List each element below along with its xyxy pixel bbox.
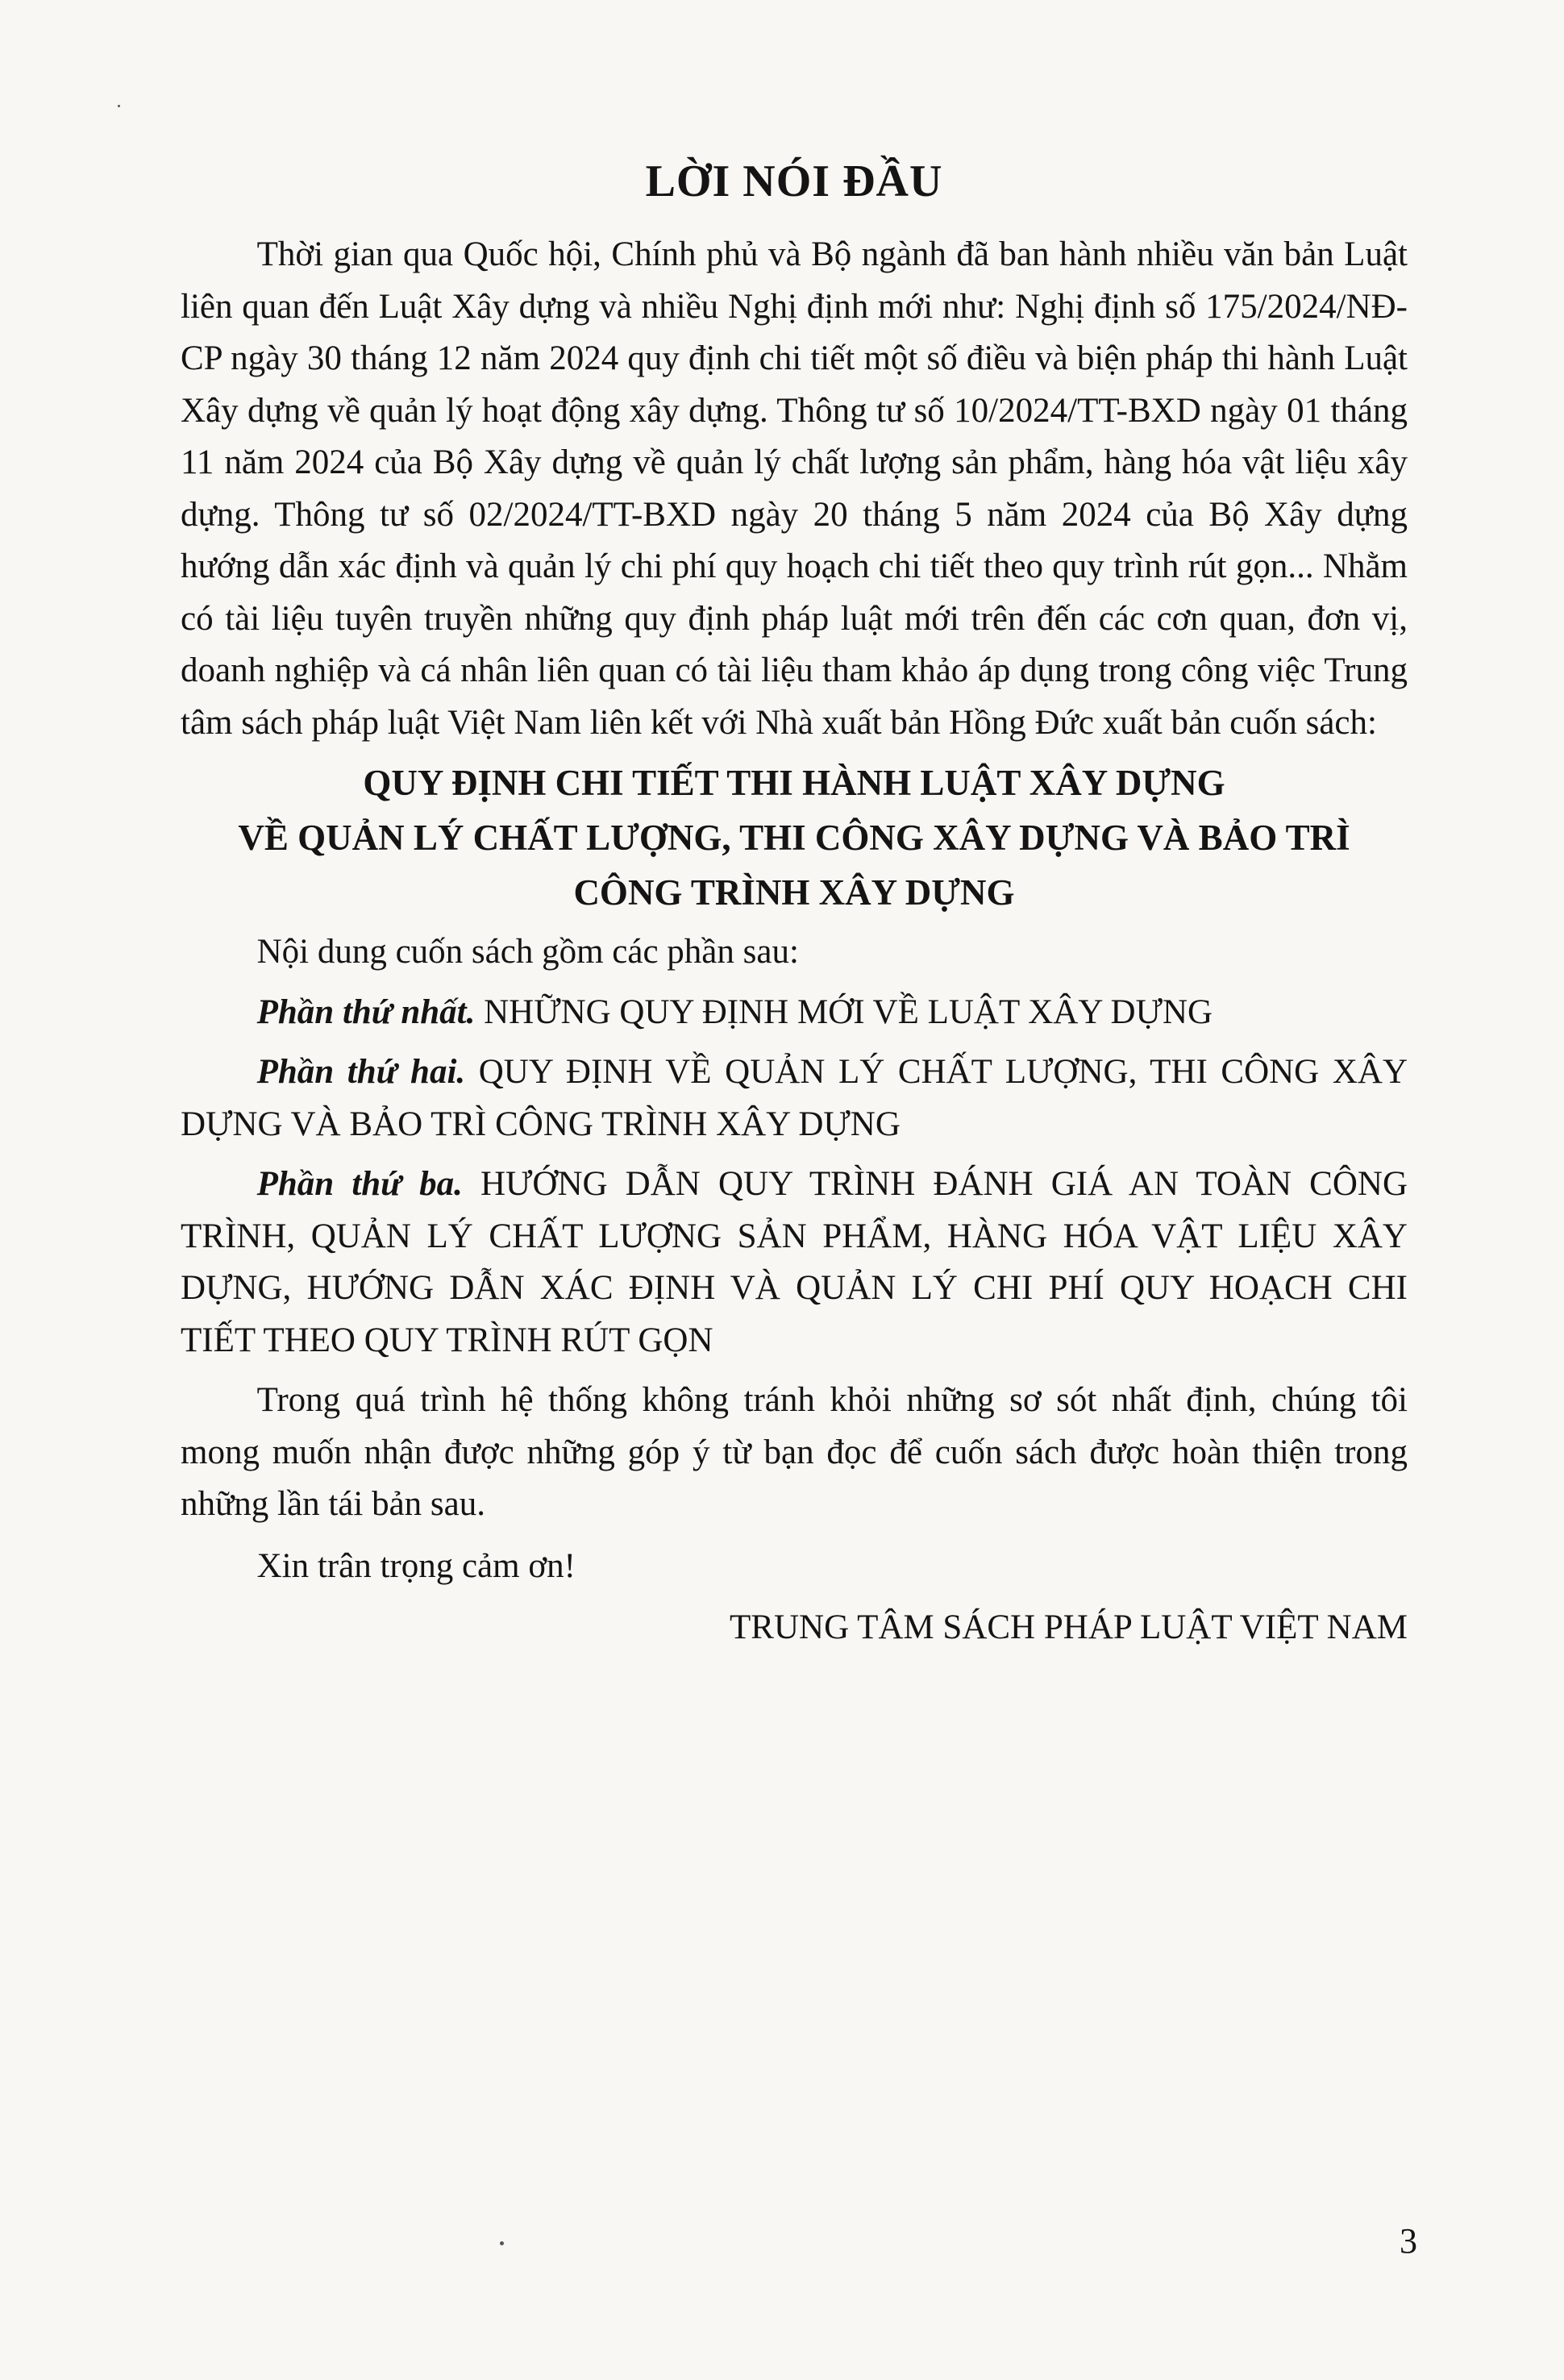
- book-title: [181, 755, 1408, 920]
- paper-speck: [118, 105, 120, 107]
- part-item-1: [181, 987, 1408, 1039]
- part-text: HƯỚNG DẪN QUY TRÌNH ĐÁNH GIÁ AN TOÀN CÔNG TRÌNH, QUẢN LÝ CHẤT LƯỢNG SẢN PHẨM, HÀNG HÓA VẬT LIỆU XÂY DỰNG, HƯỚNG DẪN XÁC ĐỊNH VÀ QUẢN LÝ CHI PHÍ QUY HOẠCH CHI TIẾT THEO QUY TRÌNH RÚT GỌN: [181, 1165, 1408, 1359]
- closing-paragraph: Trong quá trình hệ thống không tránh khỏi những sơ sót nhất định, chúng tôi mong muốn nhận được những góp ý từ bạn đọc để cuốn sách được hoàn thiện trong những lần tái bản sau.: [181, 1381, 1408, 1523]
- part-text: QUY ĐỊNH VỀ QUẢN LÝ CHẤT LƯỢNG, THI CÔNG XÂY DỰNG VÀ BẢO TRÌ CÔNG TRÌNH XÂY DỰNG: [181, 1053, 1408, 1143]
- document-body: [181, 145, 1408, 1654]
- thanks-line: Xin trân trọng cảm ơn!: [256, 1546, 576, 1585]
- book-title-line-2: VỀ QUẢN LÝ CHẤT LƯỢNG, THI CÔNG XÂY DỰNG VÀ BẢO TRÌ: [238, 818, 1350, 858]
- page-title: LỜI NÓI ĐẦU: [645, 156, 943, 206]
- part-label: Phần thứ hai.: [256, 1053, 466, 1091]
- part-item-3: [181, 1159, 1408, 1367]
- part-label: Phần thứ ba.: [256, 1165, 463, 1203]
- page-number: 3: [1400, 2221, 1417, 2261]
- part-label: Phần thứ nhất.: [256, 992, 476, 1031]
- part-text: NHỮNG QUY ĐỊNH MỚI VỀ LUẬT XÂY DỰNG: [484, 992, 1213, 1031]
- part-item-2: [181, 1046, 1408, 1150]
- signature: TRUNG TÂM SÁCH PHÁP LUẬT VIỆT NAM: [730, 1608, 1408, 1646]
- intro-paragraph: Thời gian qua Quốc hội, Chính phủ và Bộ ngành đã ban hành nhiều văn bản Luật liên quan đến Luật Xây dựng và nhiều Nghị định mới như: Nghị định số 175/2024/NĐ-CP ngày 30 tháng 12 năm 2024 quy định chi tiết một số điều và biện pháp thi hành Luật Xây dựng về quản lý hoạt động xây dựng. Thông tư số 10/2024/TT-BXD ngày 01 tháng 11 năm 2024 của Bộ Xây dựng về quản lý chất lượng sản phẩm, hàng hóa vật liệu xây dựng. Thông tư số 02/2024/TT-BXD ngày 20 tháng 5 năm 2024 của Bộ Xây dựng hướng dẫn xác định và quản lý chi phí quy hoạch chi tiết theo quy trình rút gọn... Nhằm có tài liệu tuyên truyền những quy định pháp luật mới trên đến các cơn quan, đơn vị, doanh nghiệp và cá nhân liên quan có tài liệu tham khảo áp dụng trong công việc Trung tâm sách pháp luật Việt Nam liên kết với Nhà xuất bản Hồng Đức xuất bản cuốn sách:: [181, 235, 1408, 742]
- contents-intro: Nội dung cuốn sách gồm các phần sau:: [256, 933, 799, 971]
- paper-speck: [500, 2241, 504, 2245]
- book-title-line-1: QUY ĐỊNH CHI TIẾT THI HÀNH LUẬT XÂY DỰNG: [363, 763, 1225, 803]
- book-title-line-3: CÔNG TRÌNH XÂY DỰNG: [573, 872, 1015, 913]
